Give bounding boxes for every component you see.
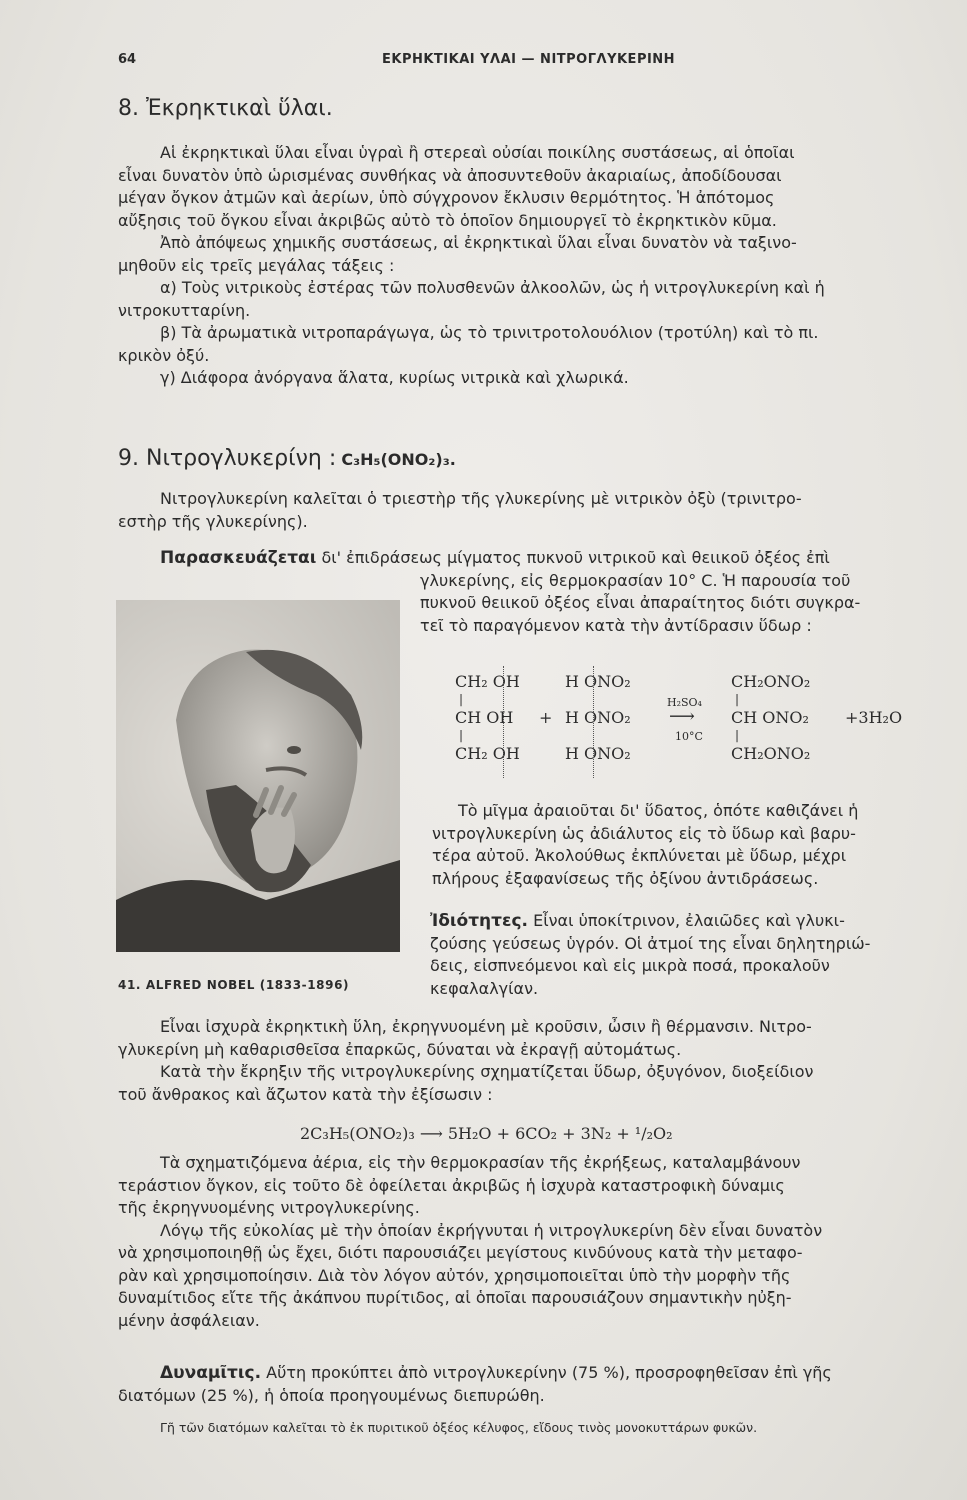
explosive-paragraph: Εἶναι ἰσχυρὰ ἐκρηκτικὴ ὕλη, ἐκρηγνυομένη μὲ κροῦσιν, ὦσιν ἢ θέρμανσιν. Νιτρο- γλυκερίνη μὴ καθαρισθεῖσα ἐπαρκῶς, δύναται νὰ ἐκραγῇ αὐτομάτως. Κατὰ τὴν ἔκρηξιν τῆς νιτρογλυκερίνης σχηματίζεται ὕδωρ, ὀξυγόνον, διοξείδιον τοῦ ἄνθρακος καὶ ἄζωτον κατὰ τὴν ἐξίσωσιν : xyxy=(118,1017,814,1104)
bond-2: | xyxy=(459,728,464,742)
preparation-paragraph: Παρασκευάζεται δι' ἐπιδράσεως μίγματος πυκνοῦ νιτρικοῦ καὶ θειικοῦ ὀξέος ἐπὶ γλυκερίνης, εἰς θερμοκρασίαν 10° C. Ἡ παρουσία τοῦ πυκνοῦ θειικοῦ ὀξέος εἶναι ἀπαραίτητος διότι συγκρα- τεῖ τὸ παραγόμενον κατὰ τὴν ἀντίδρασιν ὕδωρ : xyxy=(160,548,861,635)
bond-1: | xyxy=(459,692,464,706)
dotted-split-left xyxy=(503,666,504,778)
gases-paragraph: Τὰ σχηματιζόμενα ἀέρια, εἰς τὴν θερμοκρασίαν τῆς ἐκρήξεως, καταλαμβάνουν τεράστιον ὄγκον, εἰς τοῦτο δὲ ὀφείλεται ἀκριβῶς ἡ ἰσχυρὰ καταστροφικὴ δύναμις τῆς ἐκρηγνυομένης νιτρογλυκερίνης. Λόγῳ τῆς εὐκολίας μὲ τὴν ὁποίαν ἐκρήγνυται ἡ νιτρογλυκερίνη δὲν εἶναι δυνατὸν νὰ χρησιμοποιηθῇ ὡς ἔχει, διότι παρουσιάζει μεγίστους κινδύνους κατὰ τὴν μεταφο- ρὰν καὶ χρησιμοποίησιν. Διὰ τὸν λόγον αὐτόν, χρησιμοποιεῖται ὑπὸ τὴν μορφὴν τῆς δυναμίτιδος εἴτε τῆς ἀκάπνου πυρίτιδος, αἱ ὁποῖαι παρουσιάζουν σημαντικὴν ηὐξη- μένην ἀσφάλειαν. xyxy=(118,1153,823,1330)
section-8-intro: Αἱ ἐκρηκτικαὶ ὕλαι εἶναι ὑγραὶ ἢ στερεαὶ οὐσίαι ποικίλης συστάσεως, αἱ ὁποῖαι εἶναι δυνατὸν ὑπὸ ὡρισμένας συνθήκας νὰ ἀποσυντεθοῦν ἀκαριαίως, ἀποδίδουσαι μέγαν ὄγκον ἀτμῶν καὶ ἀερίων, ὑπὸ σύγχρονον ἔκλυσιν θερμότητος. Ἡ ἀπότομος αὔξησις τοῦ ὄγκου εἶναι ἀκριβῶς αὐτὸ τὸ ὁποῖον δημιουργεῖ τὸ ἐκρηκτικὸν κῦμα. Ἀπὸ ἀπόψεως χημικῆς συστάσεως, αἱ ἐκρηκτικαὶ ὕλαι εἶναι δυνατὸν νὰ ταξινο- μηθοῦν εἰς τρεῖς μεγάλας τάξεις : α) Τοὺς νιτρικοὺς ἐστέρας τῶν πολυσθενῶν ἀλκοολῶν, ὡς ἡ νιτρογλυκερίνη καὶ ἡ νιτροκυτταρίνη. β) Τὰ ἀρωματικὰ νιτροπαράγωγα, ὡς τὸ τρινιτροτολουόλιον (τροτύλη) καὶ τὸ πι. κρικὸν ὀξύ. γ) Διάφορα ἀνόργανα ἅλατα, κυρίως νιτρικὰ καὶ χλωρικά. xyxy=(118,143,825,387)
product-row-1: CH₂ONO₂ xyxy=(731,672,811,691)
nitroglycerin-definition: Νιτρογλυκερίνη καλεῖται ὁ τριεστὴρ τῆς γλυκερίνης μὲ νιτρικὸν ὀξὺ (τρινιτρο- εστὴρ τῆς γλυκερίνης). xyxy=(118,489,802,531)
section-8-title: 8. Ἐκρηκτικαὶ ὕλαι. xyxy=(118,96,333,121)
temperature-label: 10°C xyxy=(675,730,703,743)
properties-paragraph: Ἰδιότητες. Εἶναι ὑποκίτρινον, ἐλαιῶδες καὶ γλυκι- ζούσης γεύσεως ὑγρόν. Οἱ ἀτμοί της εἶναι δηλητηριώ- δεις, εἰσπνεόμενοι καὶ εἰς μικρὰ ποσά, προκαλοῦν κεφαλαλγίαν. xyxy=(430,911,871,998)
alfred-nobel-portrait xyxy=(116,600,400,952)
section-9-heading xyxy=(118,446,456,471)
page-number: 64 xyxy=(118,52,137,67)
reaction-arrow: ⟶ xyxy=(669,706,695,727)
page-header xyxy=(118,52,948,74)
dynamite-heading: Δυναμῖτις. xyxy=(160,1363,262,1383)
decomposition-equation: 2C₃H₅(ONO₂)₃ ⟶ 5H₂O + 6CO₂ + 3N₂ + ¹/₂O₂ xyxy=(300,1124,673,1143)
section-9-title: 9. Νιτρογλυκερίνη : xyxy=(118,446,337,471)
footnote: Γῆ τῶν διατόμων καλεῖται τὸ ἐκ πυριτικοῦ ὀξέος κέλυφος, εἴδους τινὸς μονοκυττάρων φυκῶν. xyxy=(160,1420,758,1435)
dotted-split-right xyxy=(593,666,594,778)
product-row-3: CH₂ONO₂ xyxy=(731,744,811,763)
reactant-nitric-3: H ONO₂ xyxy=(565,744,631,763)
bond-4: | xyxy=(735,728,740,742)
nitroglycerin-formula: C₃H₅(ONO₂)₃. xyxy=(341,450,456,469)
properties-heading: Ἰδιότητες. xyxy=(430,911,528,931)
plus-sign: + xyxy=(539,708,553,727)
dynamite-paragraph: Δυναμῖτις. Αὕτη προκύπτει ἀπὸ νιτρογλυκερίνην (75 %), προσροφηθεῖσαν ἐπὶ γῆς διατόμων (25 %), ἡ ὁποία προηγουμένως διεπυρώθη. xyxy=(118,1363,832,1405)
catalyst-label: H₂SO₄ xyxy=(667,696,702,709)
running-title: ΕΚΡΗΚΤΙΚΑΙ ΥΛΑΙ — ΝΙΤΡΟΓΛΥΚΕΡΙΝΗ xyxy=(382,52,676,67)
reactant-glycerol-r2: CH OH xyxy=(455,708,514,727)
reactant-glycerol-r1: CH₂ OH xyxy=(455,672,520,691)
product-row-2: CH ONO₂ xyxy=(731,708,809,727)
nitration-reaction xyxy=(455,664,945,784)
reactant-nitric-2: H ONO₂ xyxy=(565,708,631,727)
water-product: +3H₂O xyxy=(845,708,903,727)
portrait-image xyxy=(116,600,400,952)
preparation-heading: Παρασκευάζεται xyxy=(160,548,317,568)
reactant-glycerol-r3: CH₂ OH xyxy=(455,744,520,763)
portrait-caption: 41. ALFRED NOBEL (1833-1896) xyxy=(118,978,350,992)
bond-3: | xyxy=(735,692,740,706)
reactant-nitric-1: H ONO₂ xyxy=(565,672,631,691)
dilution-paragraph: Τὸ μῖγμα ἀραιοῦται δι' ὕδατος, ὁπότε καθιζάνει ἡ νιτρογλυκερίνη ὡς ἀδιάλυτος εἰς τὸ ὕδωρ καὶ βαρυ- τέρα αὐτοῦ. Ἀκολούθως ἐκπλύνεται μὲ ὕδωρ, μέχρι πλήρους ἐξαφανίσεως τῆς ὀξίνου ἀντιδράσεως. xyxy=(432,801,859,888)
